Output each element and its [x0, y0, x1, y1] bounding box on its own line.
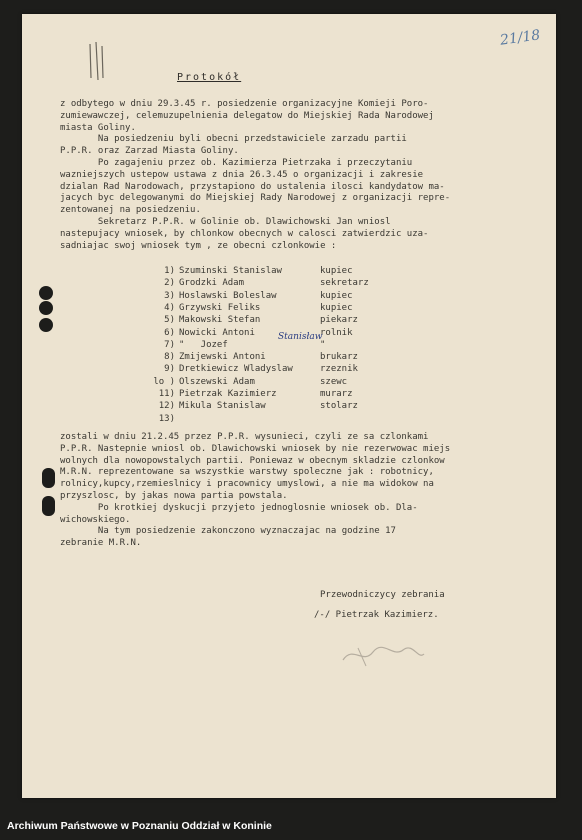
member-name: Szuminski Stanislaw	[179, 266, 282, 276]
punch-hole	[42, 496, 55, 516]
member-name: " Jozef	[179, 339, 228, 350]
text-line: nastepujacy wniosek, by chlonkow obecnych w calosci zatwierdzic uza-	[60, 228, 429, 239]
folio-number: 21/18	[499, 27, 542, 49]
member-number: 3)	[164, 290, 175, 301]
member-number: 1)	[164, 266, 175, 276]
punch-hole	[42, 468, 55, 488]
member-number: 4)	[164, 302, 175, 313]
member-number: lo )	[153, 376, 175, 387]
text-line: wazniejszych ustepow ustawa z dnia 26.3.45 o organizacji i zakresie	[60, 169, 424, 180]
text-line: Na posiedzeniu byli obecni przedstawiciele zarzadu partii	[60, 134, 407, 145]
text-line: jacych byc delegowanymi do Miejskiej Rady Narodowej z organizacji repre-	[60, 193, 451, 204]
member-number: 9)	[164, 364, 175, 375]
member-role: kupiec	[320, 266, 353, 276]
member-role: szewc	[320, 376, 348, 387]
chairman-name: /-/ Pietrzak Kazimierz.	[314, 610, 439, 620]
text-line: P.P.R. oraz Zarzad Miasta Goliny.	[60, 146, 239, 157]
text-line: dzialan Rad Narodowach, przystapiono do ustalenia ilosci kandydatow ma-	[60, 181, 445, 192]
member-name: Zmijewski Antoni	[179, 352, 266, 363]
text-line: z odbytego w dniu 29.3.45 r. posiedzenie organizacyjne Komieji Poro-	[60, 99, 429, 109]
member-role: rolnik	[320, 327, 353, 338]
punch-hole	[39, 301, 53, 315]
text-line: zebranie M.R.N.	[60, 538, 142, 549]
member-role: rzeznik	[320, 364, 358, 375]
member-role: kupiec	[320, 290, 353, 301]
member-name: Makowski Stefan	[179, 315, 261, 326]
member-name: Mikula Stanislaw	[179, 401, 266, 412]
member-number: 5)	[164, 315, 175, 326]
text-line: przyszlosc, by jakas nowa partia powstala.	[60, 491, 288, 501]
text-line: sadniajac swoj wniosek tym , ze obecni czlonkowie :	[60, 240, 337, 251]
member-name: Dretkiewicz Wladyslaw	[179, 364, 293, 375]
pencil-mark	[86, 42, 110, 82]
member-role: kupiec	[320, 302, 353, 313]
text-line: Na tym posiedzenie zakonczono wyznaczajac na godzine 17	[60, 526, 396, 537]
punch-hole	[39, 286, 53, 300]
member-number: 2)	[164, 278, 175, 289]
member-role: stolarz	[320, 401, 358, 412]
member-name: Grzywski Feliks	[179, 302, 261, 313]
member-name: Grodzki Adam	[179, 278, 245, 289]
chairman-label: Przewodniczycy zebrania	[320, 590, 445, 600]
member-role: murarz	[320, 389, 353, 399]
member-number: 13)	[158, 413, 175, 424]
text-line: Po krotkiej dyskucji przyjeto jednoglosnie wniosek ob. Dla-	[60, 502, 418, 513]
text-line: M.R.N. reprezentowane sa wszystkie warstwy spoleczne jak : robotnicy,	[60, 467, 434, 478]
punch-hole	[39, 318, 53, 332]
archive-footer	[0, 810, 582, 840]
member-role: piekarz	[320, 315, 358, 326]
member-number: 12)	[158, 401, 175, 412]
text-line: Sekretarz P.P.R. w Golinie ob. Dlawichowski Jan wniosl	[60, 217, 391, 227]
text-line: wolnych dla nowopowstalych partii. Poniewaz w obecnym skladzie czlonkow	[60, 455, 445, 466]
handwritten-note: Stanisław	[278, 332, 323, 342]
text-line: miasta Goliny.	[60, 122, 136, 133]
member-role: brukarz	[320, 352, 358, 363]
text-line: rolnicy,kupcy,rzemieslnicy i pracownicy umyslowi, a nie ma widokow na	[60, 479, 434, 490]
document-title: Protokół	[177, 72, 242, 83]
text-line: wichowskiego.	[60, 514, 131, 525]
member-number: 7)	[164, 339, 175, 350]
text-line: zentowanej na posiedzeniu.	[60, 205, 201, 216]
member-role: sekretarz	[320, 278, 369, 289]
archive-footer-text: Archiwum Państwowe w Poznaniu Oddział w Koninie	[7, 820, 272, 832]
text-line: zostali w dniu 21.2.45 przez P.P.R. wysunieci, czyli ze sa czlonkami	[60, 432, 429, 442]
text-line: Po zagajeniu przez ob. Kazimierza Pietrzaka i przeczytaniu	[60, 158, 413, 168]
member-name: Nowicki Antoni	[179, 327, 255, 338]
member-number: 8)	[164, 352, 175, 363]
member-name: Hoslawski Boleslaw	[179, 290, 277, 301]
member-role: "	[320, 339, 326, 350]
member-name: Pietrzak Kazimierz	[179, 389, 277, 399]
text-line: P.P.R. Nastepnie wniosl ob. Dlawichowski wniosek by nie rezerwowac miejs	[60, 443, 451, 454]
member-number: 6)	[164, 327, 175, 338]
text-line: zumiewawczej, celemuzupelnienia delegatow do Miejskiej Rada Narodowej	[60, 110, 434, 121]
signature	[338, 640, 428, 670]
member-number: 11)	[158, 389, 175, 399]
member-name: Olszewski Adam	[179, 376, 255, 387]
